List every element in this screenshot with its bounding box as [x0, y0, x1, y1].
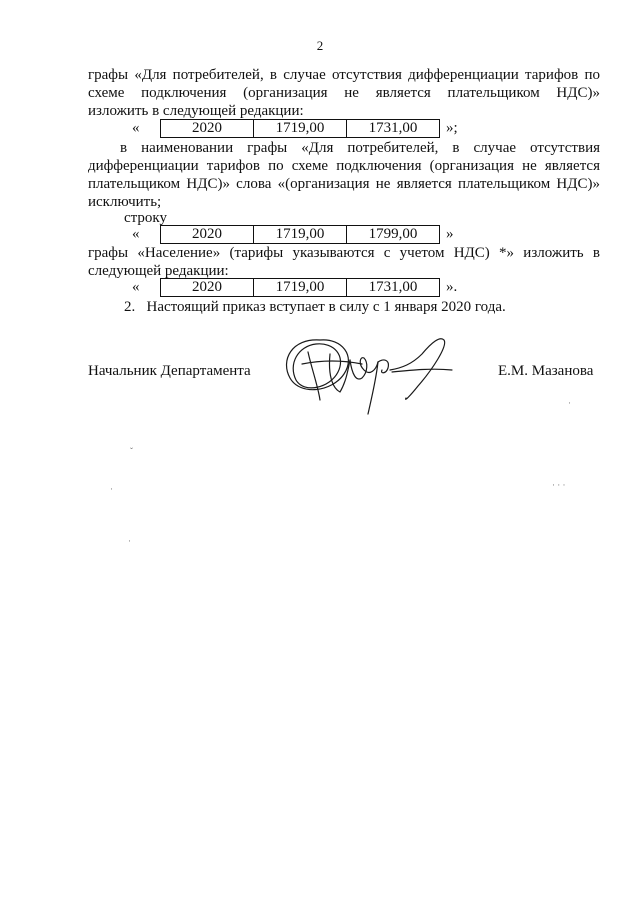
table-cell-year: 2020 [161, 226, 254, 243]
open-quote: « [132, 225, 140, 242]
paragraph1-line2: схеме подключения (организация не является плательщиком НДС)» [88, 85, 600, 101]
paragraph1-line1: графы «Для потребителей, в случае отсутствия дифференциации тарифов по [88, 67, 600, 83]
table-cell-value: 1731,00 [368, 119, 418, 136]
scan-mark: ˇ [130, 446, 133, 456]
table-cell-value: 1719,00 [254, 279, 347, 296]
tariff-table-2 [160, 225, 440, 244]
page-number: 2 [316, 38, 324, 53]
close-quote: »; [446, 119, 458, 136]
handwritten-signature [272, 330, 472, 420]
signatory-name: Е.М. Мазанова [498, 363, 594, 379]
table-cell-year: 2020 [161, 120, 254, 137]
scan-mark: · [568, 398, 571, 408]
table-cell-value: 1719,00 [254, 120, 347, 137]
table-cell-value: 1799,00 [368, 225, 418, 242]
close-quote: » [446, 225, 454, 242]
scan-mark: · [128, 536, 131, 546]
table-cell-value: 1719,00 [254, 226, 347, 243]
table-cell-value: 1731,00 [368, 278, 418, 295]
open-quote: « [132, 278, 140, 295]
tariff-row-3 [120, 277, 457, 297]
item-2-effective-date: 2. Настоящий приказ вступает в силу с 1 января 2020 года. [124, 299, 506, 315]
paragraph1-line3: изложить в следующей редакции: [88, 103, 304, 119]
paragraph2-line3: плательщиком НДС)» слова «(организация не является плательщиком НДС)» [88, 176, 600, 192]
paragraph3-line1: графы «Население» (тарифы указываются с учетом НДС) *» изложить в [88, 245, 600, 261]
paragraph3-line2: следующей редакции: [88, 263, 229, 279]
table-cell-year: 2020 [161, 279, 254, 296]
open-quote: « [132, 119, 140, 136]
tariff-table-1 [160, 119, 440, 138]
scan-mark: · · · [552, 480, 566, 490]
close-quote: ». [446, 278, 458, 295]
paragraph2-line2: дифференциации тарифов по схеме подключения (организация не является [88, 158, 600, 174]
paragraph2-line4: исключить; [88, 194, 162, 210]
tariff-row-2 [120, 224, 454, 244]
scan-mark: · [110, 484, 113, 494]
tariff-row-1 [120, 118, 458, 138]
tariff-table-3 [160, 278, 440, 297]
signatory-position: Начальник Департамента [88, 363, 251, 379]
paragraph2-line1: в наименовании графы «Для потребителей, в случае отсутствия [120, 140, 600, 156]
row-label: строку [124, 210, 167, 226]
